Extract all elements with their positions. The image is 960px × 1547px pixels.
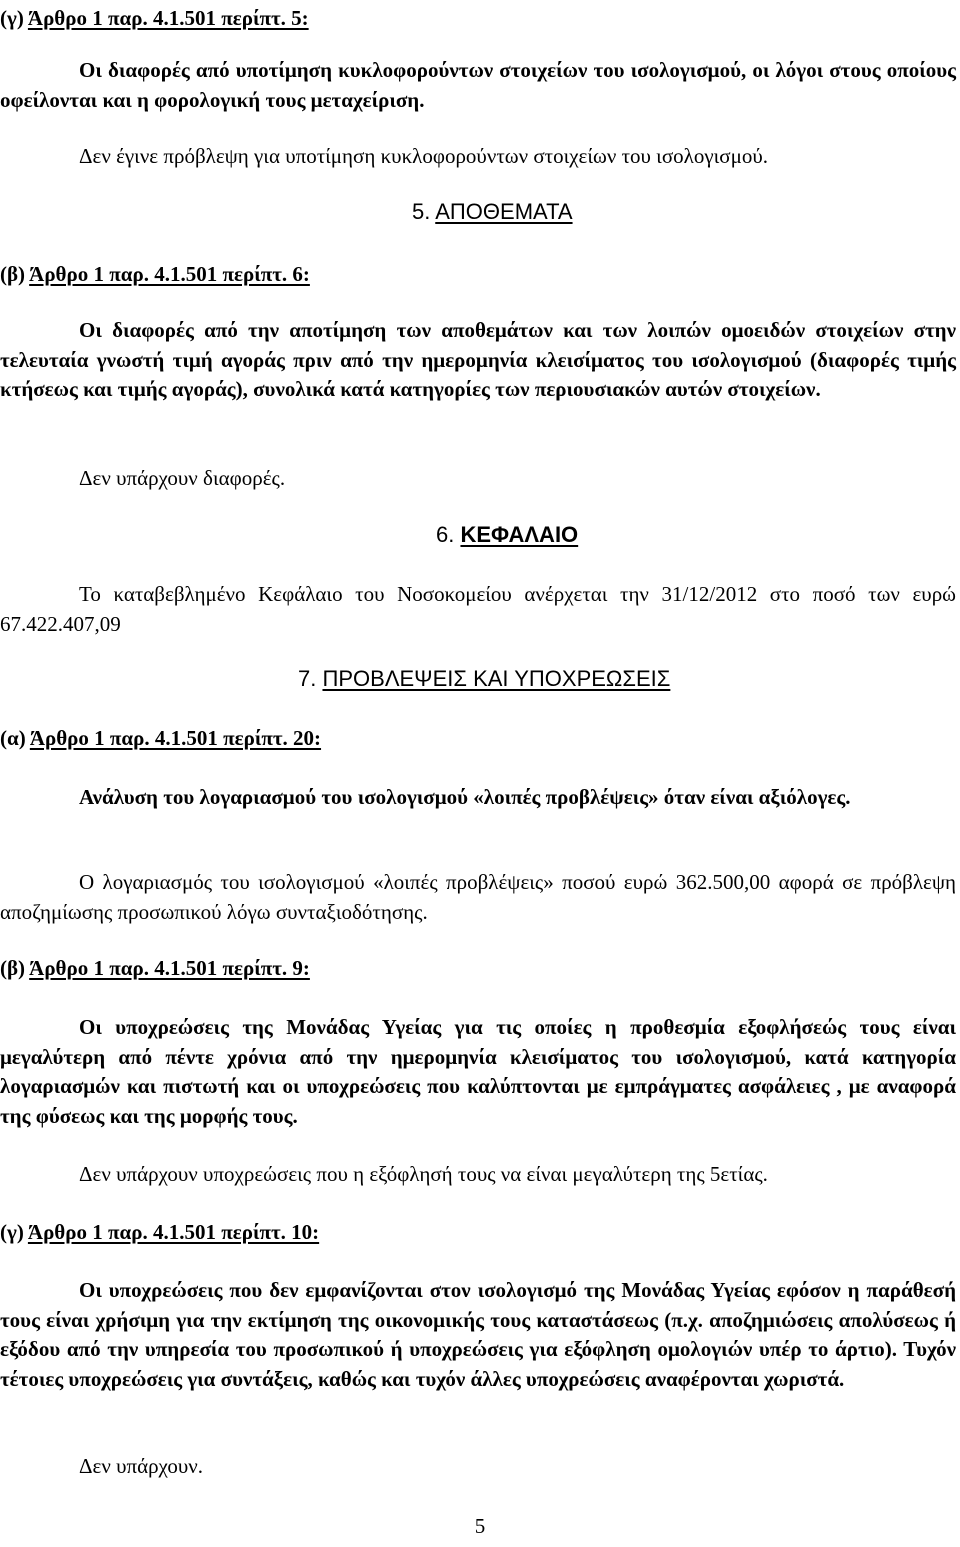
section-answer: Δεν υπάρχουν υποχρεώσεις που η εξόφλησή τους να είναι μεγαλύτερη της 5ετίας. (79, 1162, 768, 1186)
heading-provisions (298, 664, 670, 694)
ref-article: Άρθρο 1 παρ. 4.1.501 περίπτ. 10: (27, 1220, 320, 1244)
section-answer: Δεν υπάρχουν. (79, 1454, 204, 1478)
heading-capital (436, 520, 578, 550)
heading-inventories (412, 197, 573, 227)
ref-prefix: (γ) (0, 1220, 28, 1244)
page-number: 5 (474, 1514, 486, 1538)
heading-number: 6. (436, 522, 461, 547)
ref-article: Άρθρο 1 παρ. 4.1.501 περίπτ. 20: (29, 726, 322, 750)
heading-number: 5. (412, 199, 436, 224)
section-title: Οι υποχρεώσεις της Μονάδας Υγείας για τις οποίες η προθεσμία εξοφλήσεώς τους είναι μεγαλύτερη από πέντε χρόνια από την ημερομηνία κλεισίματος του ισολογισμού, κατά κατηγορία λογαριασμών και πιστωτή και οι υποχρεώσεις που καλύπτονται με εμπράγματες ασφάλειες , με αναφορά της φύσεως και της μορφής τους. (0, 1015, 956, 1128)
section-title: Οι υποχρεώσεις που δεν εμφανίζονται στον ισολογισμό της Μονάδας Υγείας εφόσον η παράθεσή τους είναι χρήσιμη για την εκτίμηση της οικονομικής τους καταστάσεως (π.χ. αποζημιώσεις απολύσεως ή εξόδου από την υπηρεσία του προσωπικού ή υποχρεώσεις για εξόφληση ομολογιών υπέρ το άρτιο). Τυχόν τέτοιες υποχρεώσεις για συντάξεις, καθώς και τυχόν άλλες υποχρεώσεις αναφέρονται χωριστά. (0, 1278, 956, 1391)
section-title: Ανάλυση του λογαριασμού του ισολογισμού «λοιπές προβλέψεις» όταν είναι αξιόλογες. (79, 785, 851, 809)
ref-line-gamma-10 (0, 1218, 956, 1248)
section-title: Οι διαφορές από υποτίμηση κυκλοφορούντων στοιχείων του ισολογισμού, οι λόγοι στους οποίους οφείλονται και η φορολογική τους μεταχείριση. (0, 58, 956, 112)
ref-prefix: (γ) (0, 6, 28, 30)
heading-title: ΚΕΦΑΛΑΙΟ (460, 522, 579, 547)
ref-prefix: (β) (0, 262, 30, 286)
ref-article: Άρθρο 1 παρ. 4.1.501 περίπτ. 9: (29, 956, 310, 980)
ref-prefix: (α) (0, 726, 30, 750)
section-answer: Δεν υπάρχουν διαφορές. (79, 466, 286, 490)
section-answer: Ο λογαριασμός του ισολογισμού «λοιπές προβλέψεις» ποσού ευρώ 362.500,00 αφορά σε πρόβλεψη αποζημίωσης προσωπικού λόγω συνταξιοδότησης. (0, 870, 956, 924)
section-answer: Δεν έγινε πρόβλεψη για υποτίμηση κυκλοφορούντων στοιχείων του ισολογισμού. (79, 144, 768, 168)
ref-article: Άρθρο 1 παρ. 4.1.501 περίπτ. 5: (27, 6, 309, 30)
ref-prefix: (β) (0, 956, 30, 980)
ref-line-beta-9 (0, 954, 956, 984)
heading-title: ΠΡΟΒΛΕΨΕΙΣ ΚΑΙ ΥΠΟΧΡΕΩΣΕΙΣ (322, 666, 671, 691)
heading-number: 7. (298, 666, 323, 691)
ref-line-beta-6 (0, 260, 956, 290)
ref-line-gamma-5 (0, 4, 956, 34)
ref-line-alpha-20 (0, 724, 956, 754)
section-title: Οι διαφορές από την αποτίμηση των αποθεμάτων και των λοιπών ομοειδών στοιχείων στην τελευταία γνωστή τιμή αγοράς πριν από την ημερομηνία κλεισίματος του ισολογισμού (διαφορές τιμής κτήσεως και τιμής αγοράς), συνολικά κατά κατηγορίες των περιουσιακών αυτών στοιχείων. (0, 318, 956, 401)
capital-text: Το καταβεβλημένο Κεφάλαιο του Νοσοκομείου ανέρχεται την 31/12/2012 στο ποσό των ευρώ 67.422.407,09 (0, 582, 956, 636)
ref-article: Άρθρο 1 παρ. 4.1.501 περίπτ. 6: (29, 262, 310, 286)
heading-title: ΑΠΟΘΕΜΑΤΑ (435, 199, 573, 224)
